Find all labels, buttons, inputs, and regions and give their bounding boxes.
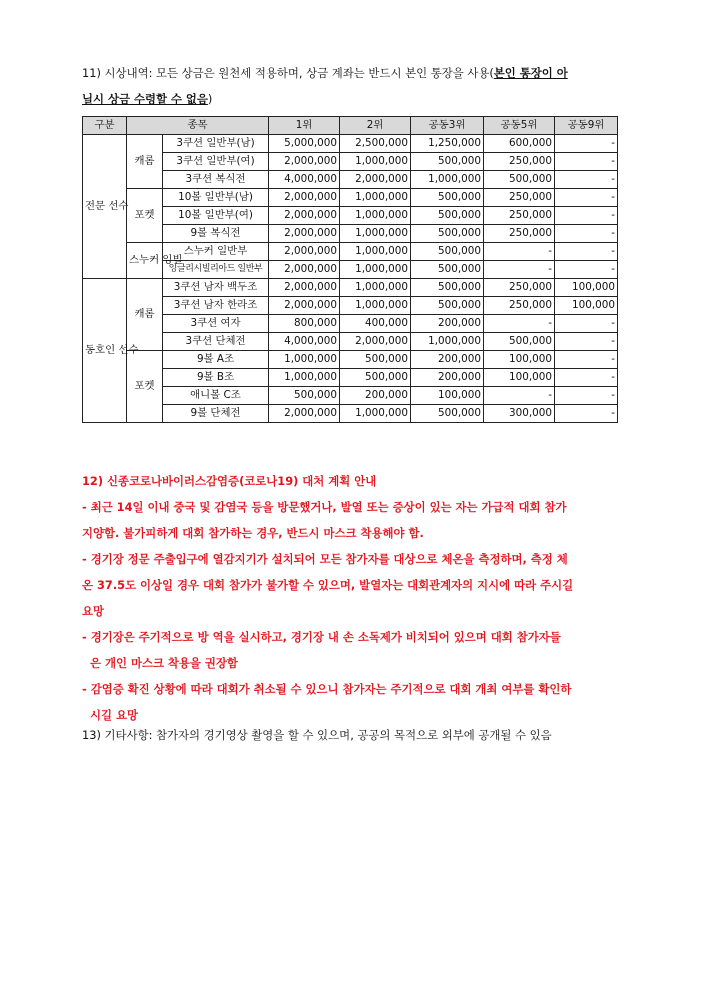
prize-cell: 800,000 (269, 315, 340, 333)
subgroup-cell-carom_pro: 캐롬 (127, 135, 163, 189)
section-12-line-8: - 감염증 확진 상황에 따라 대회가 취소될 수 있으니 참가자는 주기적으로 대회 개최 여부를 확인하 (82, 682, 572, 696)
prize-cell: - (484, 387, 555, 405)
prize-cell: 500,000 (484, 171, 555, 189)
prize-cell: 250,000 (484, 297, 555, 315)
prize-cell: - (555, 153, 618, 171)
prize-cell: 2,000,000 (269, 225, 340, 243)
prize-cell: 500,000 (484, 333, 555, 351)
table-row (83, 315, 618, 333)
prize-cell: - (555, 261, 618, 279)
prize-cell: 500,000 (340, 351, 411, 369)
prize-cell: 250,000 (484, 279, 555, 297)
prize-cell: - (484, 243, 555, 261)
prize-cell: 2,000,000 (269, 297, 340, 315)
event-cell: 9볼 B조 (163, 369, 269, 387)
table-row (83, 387, 618, 405)
event-cell: 10볼 일반부(여) (163, 207, 269, 225)
section-13-misc (82, 722, 627, 748)
prize-cell: 250,000 (484, 207, 555, 225)
prize-cell: 100,000 (555, 297, 618, 315)
table-row (83, 171, 618, 189)
table-row (83, 351, 618, 369)
table-row (83, 135, 618, 153)
subgroup-cell-pocket_club: 포켓 (127, 351, 163, 423)
prize-cell: - (555, 135, 618, 153)
prize-cell: 5,000,000 (269, 135, 340, 153)
prize-cell: 2,000,000 (340, 333, 411, 351)
prize-cell: 500,000 (411, 405, 484, 423)
section-12-line-7: 은 개인 마스크 착용을 권장함 (90, 656, 238, 670)
table-row (83, 405, 618, 423)
prize-cell: 1,000,000 (340, 207, 411, 225)
event-cell: 9볼 A조 (163, 351, 269, 369)
prize-cell: 100,000 (411, 387, 484, 405)
section-11-emphasis-1: 본인 통장이 아 (493, 66, 568, 80)
header-joint-3rd: 공동3위 (411, 117, 484, 135)
prize-cell: - (555, 351, 618, 369)
header-joint-9th: 공동9위 (555, 117, 618, 135)
header-1st: 1위 (269, 117, 340, 135)
prize-cell: - (484, 315, 555, 333)
prize-cell: - (555, 405, 618, 423)
table-row (83, 279, 618, 297)
prize-cell: 2,000,000 (269, 261, 340, 279)
event-cell: 9볼 단체전 (163, 405, 269, 423)
prize-cell: 1,000,000 (269, 369, 340, 387)
event-cell: 3쿠션 일반부(남) (163, 135, 269, 153)
table-row (83, 225, 618, 243)
prize-cell: 1,000,000 (340, 153, 411, 171)
prize-cell: 250,000 (484, 153, 555, 171)
prize-cell: 2,000,000 (269, 153, 340, 171)
prize-cell: 500,000 (411, 279, 484, 297)
prize-cell: 500,000 (269, 387, 340, 405)
prize-cell: 1,000,000 (340, 297, 411, 315)
section-12-line-5: 요망 (82, 604, 105, 618)
prize-cell: - (555, 333, 618, 351)
prize-cell: - (555, 207, 618, 225)
prize-cell: 1,000,000 (340, 261, 411, 279)
prize-cell: 100,000 (484, 351, 555, 369)
prize-cell: 2,000,000 (269, 207, 340, 225)
section-12-line-2: 지양함. 불가피하게 대회 참가하는 경우, 반드시 마스크 착용해야 함. (82, 526, 424, 540)
event-cell: 3쿠션 단체전 (163, 333, 269, 351)
prize-cell: 1,000,000 (340, 279, 411, 297)
section-12-line-4: 온 37.5도 이상일 경우 대회 참가가 불가할 수 있으며, 발열자는 대회관계자의 지시에 따라 주시길 (82, 578, 574, 592)
prize-cell: 200,000 (340, 387, 411, 405)
prize-cell: 200,000 (411, 351, 484, 369)
prize-cell: 400,000 (340, 315, 411, 333)
prize-cell: 500,000 (411, 261, 484, 279)
prize-cell: 1,000,000 (340, 243, 411, 261)
prize-cell: 250,000 (484, 189, 555, 207)
event-cell: 9볼 복식전 (163, 225, 269, 243)
prize-cell: 1,000,000 (269, 351, 340, 369)
section-12-covid-notice (82, 468, 627, 728)
table-row (83, 333, 618, 351)
header-2nd: 2위 (340, 117, 411, 135)
prize-cell: 2,000,000 (340, 171, 411, 189)
section-11-close: ) (207, 92, 213, 106)
prize-cell: 1,250,000 (411, 135, 484, 153)
section-12-line-1: - 최근 14일 이내 중국 및 감염국 등을 방문했거나, 발열 또는 증상이 있는 자는 가급적 대회 참가 (82, 500, 567, 514)
prize-cell: 200,000 (411, 315, 484, 333)
prize-cell: 300,000 (484, 405, 555, 423)
prize-cell: 500,000 (411, 153, 484, 171)
prize-cell: 2,000,000 (269, 279, 340, 297)
prize-cell: 2,000,000 (269, 189, 340, 207)
prize-cell: 200,000 (411, 369, 484, 387)
event-cell: 3쿠션 복식전 (163, 171, 269, 189)
event-cell: 애니볼 C조 (163, 387, 269, 405)
subgroup-cell-carom_club: 캐롬 (127, 279, 163, 351)
prize-cell: 1,000,000 (340, 405, 411, 423)
prize-cell: 500,000 (411, 297, 484, 315)
section-13-text: 13) 기타사항: 참가자의 경기영상 촬영을 할 수 있으며, 공공의 목적으로 외부에 공개될 수 있음 (82, 728, 552, 742)
prize-cell: 2,500,000 (340, 135, 411, 153)
section-12-line-9: 시길 요망 (90, 708, 138, 722)
prize-cell: - (555, 189, 618, 207)
prize-cell: 1,000,000 (411, 171, 484, 189)
table-row (83, 243, 618, 261)
table-row (83, 207, 618, 225)
prize-cell: 1,000,000 (340, 225, 411, 243)
table-row (83, 189, 618, 207)
prize-cell: 500,000 (411, 207, 484, 225)
prize-table (82, 116, 618, 423)
section-12-line-3: - 경기장 정문 주출입구에 열감지기가 설치되어 모든 참가자를 대상으로 체온을 측정하며, 측정 체 (82, 552, 568, 566)
event-cell: 3쿠션 남자 백두조 (163, 279, 269, 297)
event-cell: 잉글리시빌리아드 일반부 (163, 261, 269, 279)
section-11-text: 11) 시상내역: 모든 상금은 원천세 적용하며, 상금 계좌는 반드시 본인 통장을 사용( (82, 66, 494, 80)
subgroup-cell-snooker: 스누커 잉빌 (127, 243, 163, 279)
prize-cell: 1,000,000 (340, 189, 411, 207)
section-12-title: 12) 신종코로나바이러스감염증(코로나19) 대처 계획 안내 (82, 474, 377, 488)
prize-cell: 250,000 (484, 225, 555, 243)
header-category: 구분 (83, 117, 127, 135)
event-cell: 10볼 일반부(남) (163, 189, 269, 207)
table-row (83, 153, 618, 171)
table-header-row (83, 117, 618, 135)
prize-cell: 2,000,000 (269, 243, 340, 261)
prize-cell: 1,000,000 (411, 333, 484, 351)
prize-cell: - (555, 225, 618, 243)
header-joint-5th: 공동5위 (484, 117, 555, 135)
prize-cell: 2,000,000 (269, 405, 340, 423)
prize-cell: 500,000 (411, 225, 484, 243)
prize-cell: 100,000 (555, 279, 618, 297)
prize-cell: 4,000,000 (269, 333, 340, 351)
prize-cell: - (555, 315, 618, 333)
subgroup-cell-pocket_pro: 포켓 (127, 189, 163, 243)
event-cell: 스누커 일반부 (163, 243, 269, 261)
group-cell-pro: 전문 선수 (83, 135, 127, 279)
event-cell: 3쿠션 여자 (163, 315, 269, 333)
event-cell: 3쿠션 남자 한라조 (163, 297, 269, 315)
group-cell-club: 동호인 선수 (83, 279, 127, 423)
table-row (83, 369, 618, 387)
prize-cell: - (484, 261, 555, 279)
prize-cell: 4,000,000 (269, 171, 340, 189)
prize-cell: - (555, 387, 618, 405)
prize-cell: 600,000 (484, 135, 555, 153)
table-row (83, 297, 618, 315)
prize-cell: 500,000 (411, 189, 484, 207)
event-cell: 3쿠션 일반부(여) (163, 153, 269, 171)
prize-cell: - (555, 171, 618, 189)
section-11-emphasis-2: 닐시 상금 수령할 수 없음 (82, 92, 208, 106)
section-11-prize-notice (82, 60, 627, 112)
prize-cell: - (555, 369, 618, 387)
prize-cell: - (555, 243, 618, 261)
prize-cell: 500,000 (411, 243, 484, 261)
prize-cell: 100,000 (484, 369, 555, 387)
section-12-line-6: - 경기장은 주기적으로 방 역을 실시하고, 경기장 내 손 소독제가 비치되어 있으며 대회 참가자들 (82, 630, 561, 644)
header-event: 종목 (127, 117, 269, 135)
prize-cell: 500,000 (340, 369, 411, 387)
